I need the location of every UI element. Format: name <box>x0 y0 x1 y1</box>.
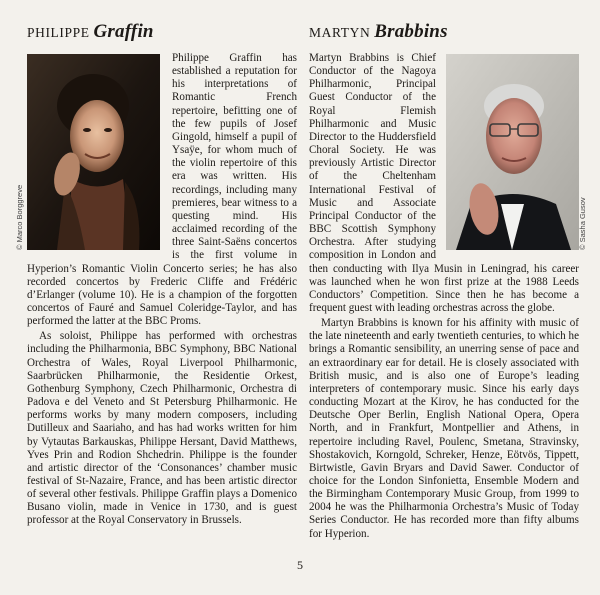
left-column <box>15 21 297 528</box>
brabbins-photo-credit: © Sasha Gusov <box>578 197 587 250</box>
brabbins-last-name: Brabbins <box>374 21 448 42</box>
brabbins-portrait-photo <box>446 54 579 250</box>
graffin-paragraph-2: As soloist, Philippe has performed with orchestras including the Philharmonia, BBC Symphony, BBC National Orchestra of Wales, Royal Liverpool Philharmonic, Saarbrücken Philharmonie, the Residentie Orkest, Gothenburg Symphony, Czech Philharmonic, Orchestra di Padova e del Veneto and St Petersburg Philharmonic. He performs works by many modern composers, including Dutilleux and Saariaho, and has had works written for him by Vytautas Barkauskas, Philippe Hersant, David Matthews, Yves Prin and Rodion Shchedrin. Philippe is the founder and artistic director of the ‘Consonances’ chamber music festival of St-Nazaire, France, and has been artistic director of several other festivals. Philippe Graffin plays a Domenico Busano violin, made in Venice in 1730, and is guest professor at the Royal Conservatory in Brussels. <box>27 330 297 527</box>
graffin-photo-credit: © Marco Borggreve <box>15 184 24 250</box>
graffin-photo-frame <box>15 54 160 250</box>
right-column <box>309 21 587 541</box>
graffin-portrait-photo <box>27 54 160 250</box>
brabbins-paragraph-1: Martyn Brabbins is Chief Conductor of the Nagoya Philharmonic, Principal Guest Conductor of the Royal Flemish Philharmonic and Music Director to the Huddersfield Choral Society. He was previously Artistic Director of the Cheltenham International Festival of Music and Associate Principal Conductor of the BBC Scottish Symphony Orchestra. After studying composition in London and then conducting with Ilya Musin in Leningrad, his career was launched when he won first prize at the 1988 Leeds Conductors’ Competition. Since then he has become a frequent guest with leading orchestras across the globe. <box>309 52 579 314</box>
graffin-last-name: Graffin <box>93 21 154 42</box>
graffin-heading <box>27 22 297 52</box>
graffin-paragraph-1: Philippe Graffin has established a reputation for his interpretations of Romantic French repertoire, befitting one of the few pupils of Josef Gingold, himself a pupil of Ysaÿe, for whom much of the violin repertoire of this era was written. His recordings, including many premieres, bear witness to a questing mind. His acclaimed recording of the three Saint-Saëns concertos is the first volume in Hyperion’s Romantic Violin Concerto series; he has also recorded concertos by Frederic Cliffe and Frédéric d’Erlanger (volume 10). He is a champion of the forgotten concertos of Fauré and Samuel Coleridge-Taylor, and has performed the latter at the BBC Proms. <box>27 52 297 328</box>
page-number: 5 <box>297 558 303 572</box>
brabbins-paragraph-2: Martyn Brabbins is known for his affinity with music of the late nineteenth and early twentieth centuries, to which he brings a Romantic sensibility, an unerring sense of pace and an extraordinary ear for detail. He is closely associated with British music, and is also one of Europe’s leading interpreters of contemporary music. Since his early days conducting Mozart at the Kirov, he has conducted for the Deutsche Oper Berlin, English National Opera, Opera North, and in Frankfurt, Montpellier and Athens, in repertoire including Ravel, Poulenc, Smetana, Stravinsky, Shostakovich, Korngold, Schreker, Henze, Eötvös, Tippett, Birtwistle, Gavin Bryars and David Sawer. Conductor of choice for the London Sinfonietta, Ensemble Modern and the Birmingham Contemporary Music Group, from 1999 to 2004 he was the Philharmonia Orchestra’s Music of Today Series Conductor. He has recorded more than fifty albums for Hyperion. <box>309 317 579 540</box>
brabbins-heading <box>309 22 579 52</box>
brabbins-first-name: MARTYN <box>309 25 371 40</box>
brabbins-photo-frame <box>446 54 587 250</box>
graffin-first-name: PHILIPPE <box>27 25 90 40</box>
